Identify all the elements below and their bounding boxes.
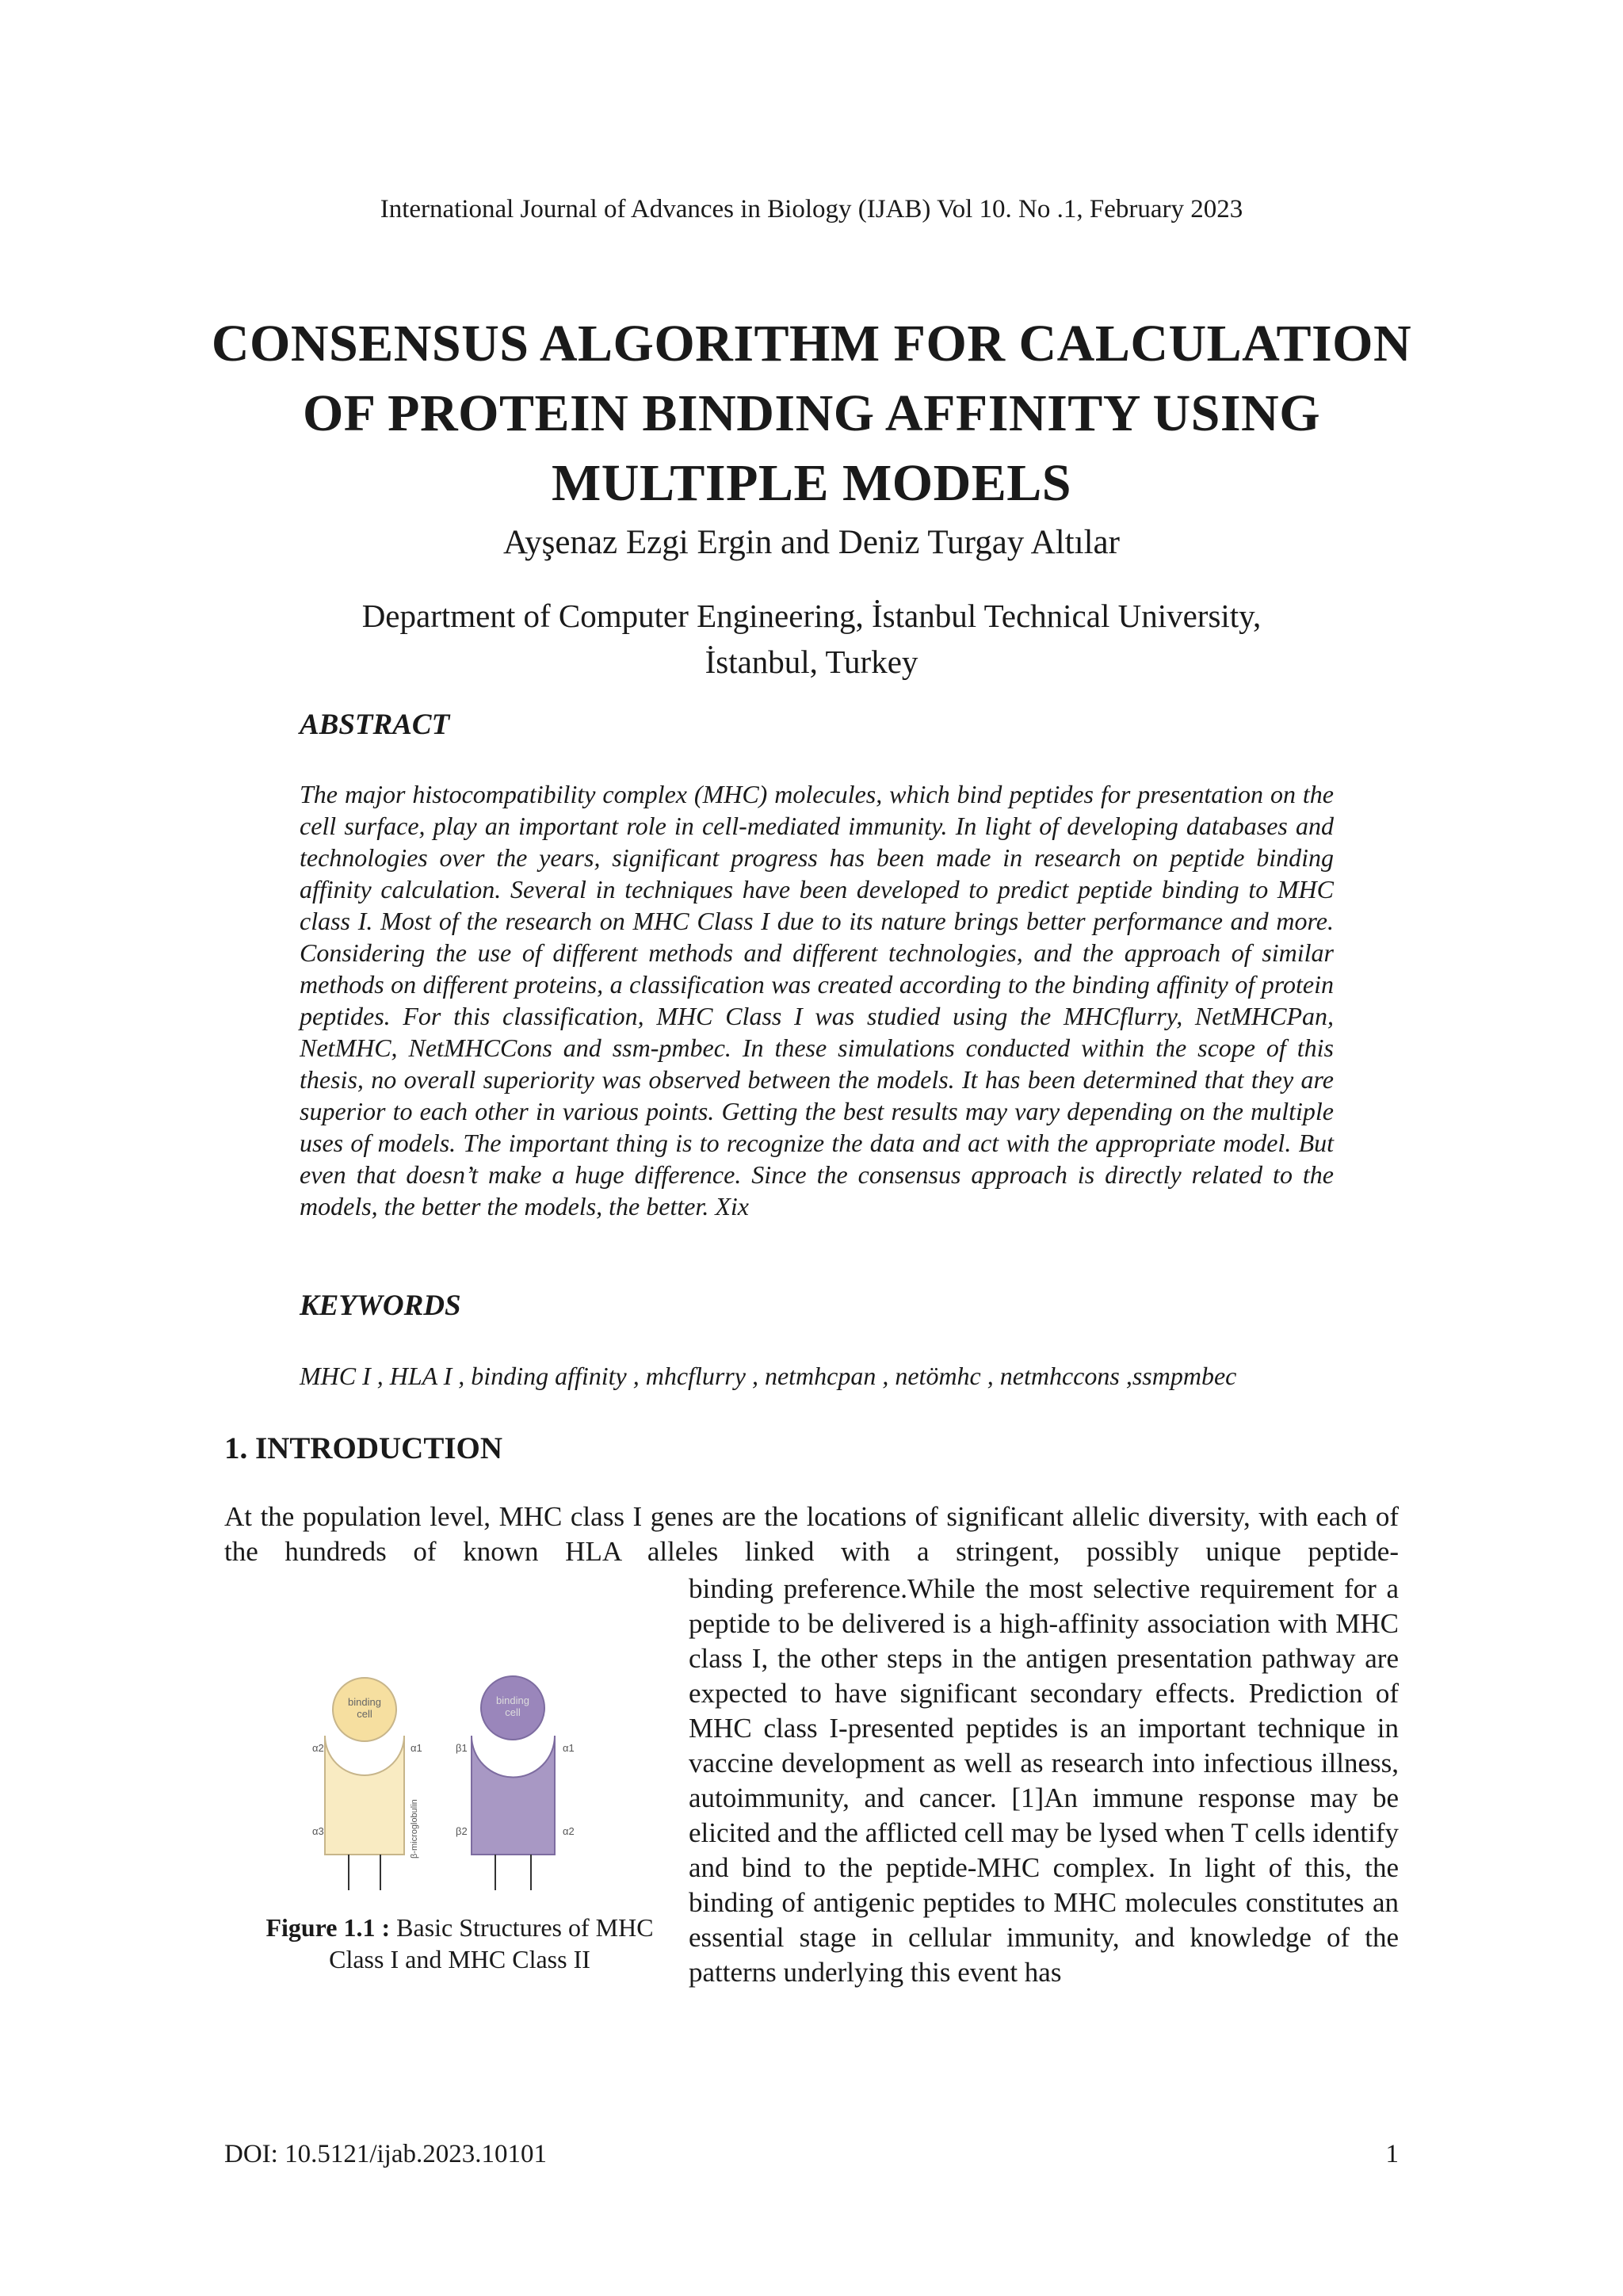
abstract-heading: ABSTRACT <box>300 709 450 741</box>
introduction-paragraph-1: At the population level, MHC class I genes are the locations of significant allelic diversity, with each of the hundreds of known HLA alleles linked with a stringent, possibly unique peptide- <box>224 1501 1399 1567</box>
mhc-structures-diagram <box>301 1660 602 1906</box>
class2-binding-label-a: binding <box>496 1694 529 1706</box>
affiliation-line-1: Department of Computer Engineering, İstanbul Technical University, <box>361 598 1262 634</box>
affiliation-line-2: İstanbul, Turkey <box>705 644 918 680</box>
class2-alpha2-label: α2 <box>563 1825 575 1837</box>
introduction-heading: 1. INTRODUCTION <box>224 1431 503 1465</box>
figure-caption-label: Figure 1.1 : <box>265 1913 391 1942</box>
title-line-1: CONSENSUS ALGORITHM FOR CALCULATION <box>211 315 1412 372</box>
class2-beta2-label: β2 <box>456 1825 468 1837</box>
mhc-class2-body <box>472 1736 555 1855</box>
keywords-heading: KEYWORDS <box>300 1289 461 1322</box>
class1-binding-label-a: binding <box>348 1696 381 1708</box>
class1-alpha2-label: α2 <box>312 1742 324 1754</box>
keywords-text: MHC I , HLA I , binding affinity , mhcflurry , netmhcpan , netömhc , netmhccons ,ssmpmbec <box>300 1362 1237 1390</box>
class2-beta1-label: β1 <box>456 1742 468 1754</box>
mhc-figure <box>301 1660 602 1906</box>
figure-caption <box>238 1912 682 1975</box>
affiliation <box>0 593 1623 685</box>
authors: Ayşenaz Ezgi Ergin and Deniz Turgay Altılar <box>503 524 1120 561</box>
class1-alpha3-label: α3 <box>312 1825 324 1837</box>
class1-binding-label-b: cell <box>357 1708 372 1720</box>
introduction-paragraph-2: binding preference.While the most selective requirement for a peptide to be delivered is a high-affinity association with MHC class I, the other steps in the antigen presentation pathway are expected to have significant secondary effects. Prediction of MHC class I-presented peptides is an important technique in vaccine development as well as research into infectious illness, autoimmunity, and cancer. [1]An immune response may be elicited and the afflicted cell may be lysed when T cells identify and bind to the peptide-MHC complex. In light of this, the binding of antigenic peptides to MHC molecules constitutes an essential stage in cellular immunity, and knowledge of the patterns underlying this event has <box>689 1573 1399 1988</box>
paper-title <box>0 309 1623 518</box>
class1-alpha1-label: α1 <box>411 1742 422 1754</box>
journal-header: International Journal of Advances in Biology (IJAB) Vol 10. No .1, February 2023 <box>380 195 1243 223</box>
figure-caption-text: Basic Structures of MHC Class I and MHC Class II <box>329 1913 654 1973</box>
title-line-2: OF PROTEIN BINDING AFFINITY USING <box>302 384 1321 442</box>
title-line-3: MULTIPLE MODELS <box>551 454 1072 512</box>
abstract-text: The major histocompatibility complex (MHC) molecules, which bind peptides for presentation on the cell surface, play an important role in cell-mediated immunity. In light of developing databases and technologies over the years, significant progress has been made in research on peptide binding affinity calculation. Several in techniques have been developed to predict peptide binding to MHC class I. Most of the research on MHC Class I due to its nature brings better performance and more. Considering the use of different methods and different technologies, and the approach of similar methods on different proteins, a classification was created according to the binding affinity of protein peptides. For this classification, MHC Class I was studied using the MHCflurry, NetMHCPan, NetMHC, NetMHCCons and ssm-pmbec. In these simulations conducted within the scope of this thesis, no overall superiority was observed between the models. It has been determined that they are superior to each other in various points. Getting the best results may vary depending on the multiple uses of models. The important thing is to recognize the data and act with the appropriate model. But even that doesn’t make a huge difference. Since the consensus approach is directly related to the models, the better the models, the better. Xix <box>300 780 1334 1221</box>
footer-doi: DOI: 10.5121/ijab.2023.10101 <box>224 2140 547 2168</box>
mhc-class1-body <box>325 1736 404 1855</box>
class2-alpha1-label: α1 <box>563 1742 575 1754</box>
class2-binding-label-b: cell <box>505 1706 521 1718</box>
b2m-label: β-microglobulin <box>410 1799 419 1859</box>
page-number: 1 <box>1385 2140 1399 2168</box>
